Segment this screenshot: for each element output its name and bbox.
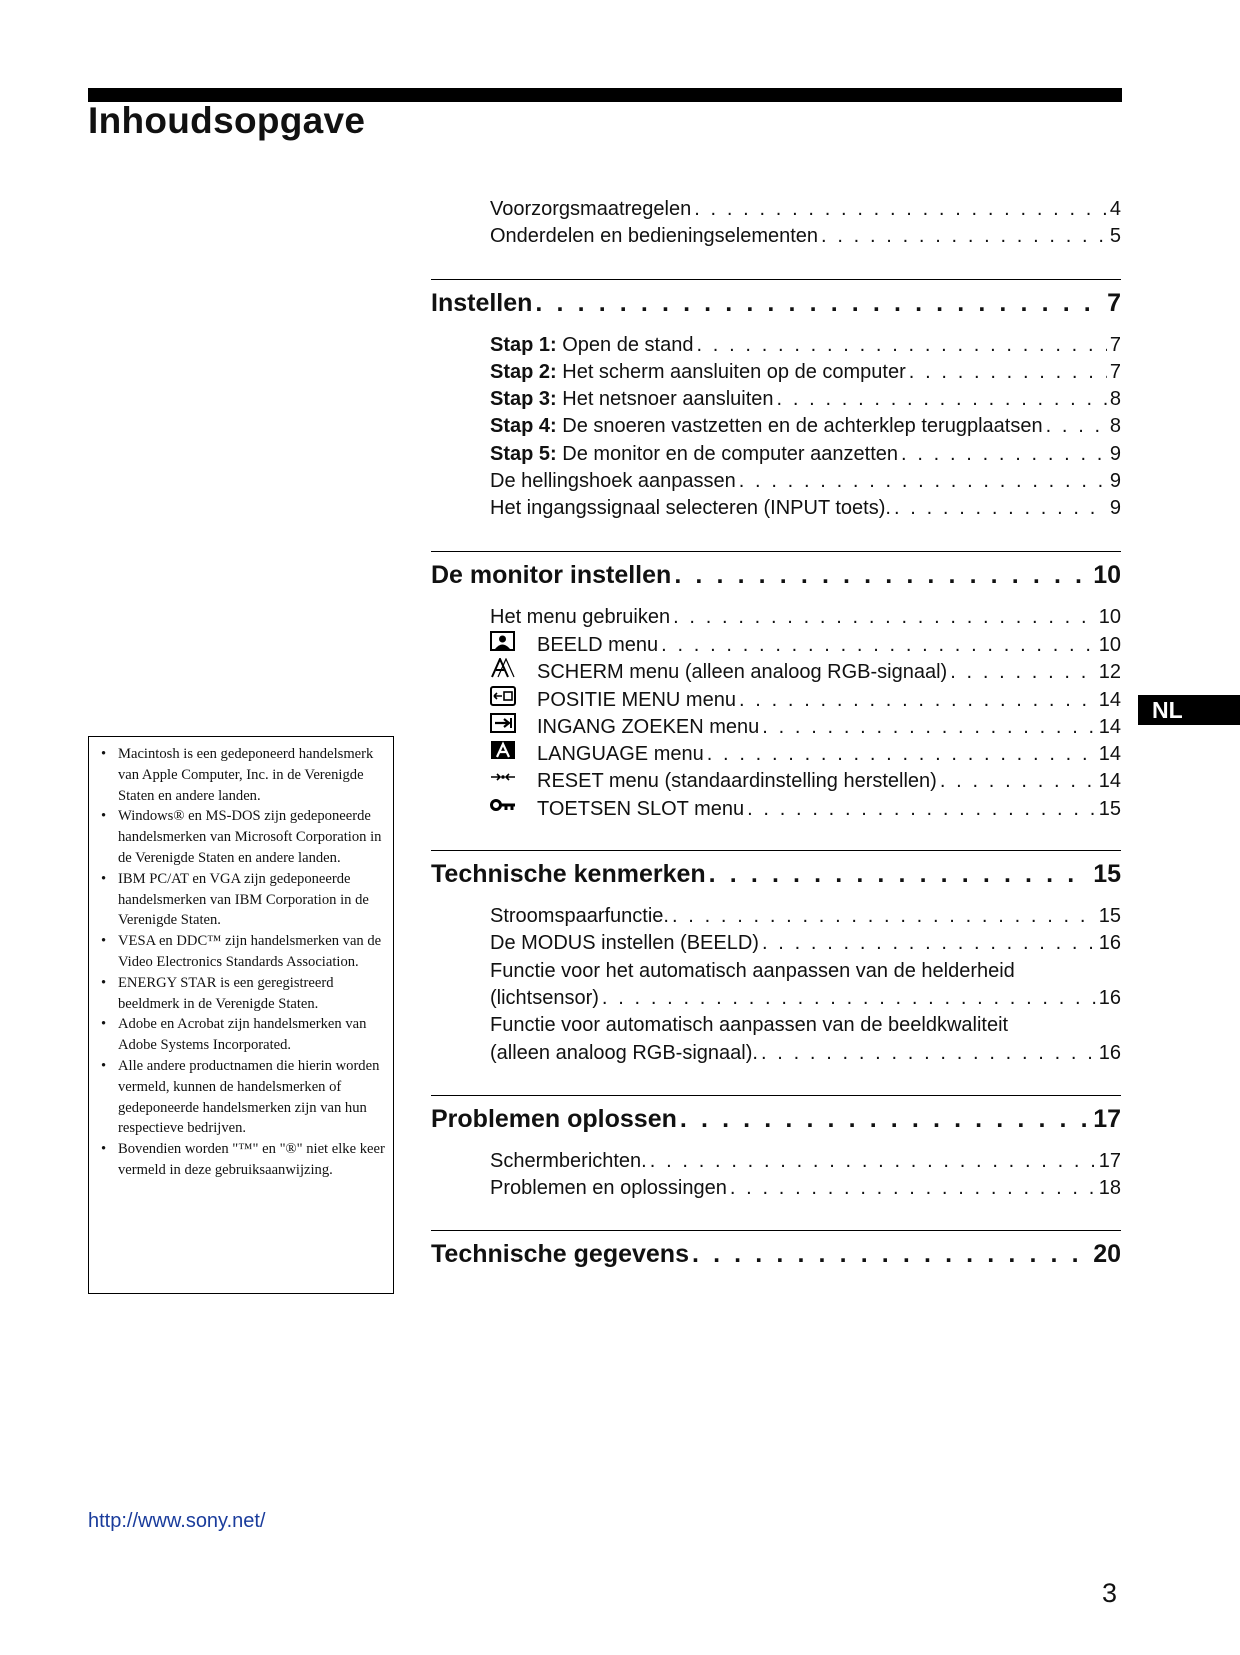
trademark-notice-box — [88, 736, 394, 1294]
toc-entry-beeld[interactable]: BEELD menu . . . 10 — [490, 631, 1121, 658]
page-number: 3 — [1102, 1578, 1118, 1608]
reset-icon — [490, 767, 516, 787]
toc-entry-stap-4[interactable]: Stap 4: De snoeren vastzetten en de achterklep terugplaatsen . . . 8 — [490, 413, 1121, 440]
position-menu-icon — [490, 686, 516, 706]
section-heading[interactable]: Technische kenmerken . . . 15 — [431, 855, 1121, 893]
language-menu-icon — [490, 740, 516, 760]
toc-entry-modus[interactable]: De MODUS instellen (BEELD) . . . 16 — [490, 930, 1121, 957]
toc-section-technische-gegevens — [431, 1230, 1121, 1273]
trademark-item: • Bovendien worden "™" en "®" niet elke keer vermeld in deze gebruiksaanwijzing. — [97, 1139, 385, 1181]
toc-entry-stroomspaar[interactable]: Stroomspaarfunctie. . . . 15 — [490, 903, 1121, 930]
trademark-item: • Macintosh is een gedeponeerd handelsmerk van Apple Computer, Inc. in de Verenigde Staten en andere landen. — [97, 744, 385, 806]
toc-entry-voorzorgsmaatregelen[interactable]: Voorzorgsmaatregelen . . . 4 — [490, 196, 1121, 223]
trademark-item: • IBM PC/AT en VGA zijn gedeponeerde handelsmerken van IBM Corporation in de Verenigde Staten. — [97, 869, 385, 931]
trademark-item: • Adobe en Acrobat zijn handelsmerken van Adobe Systems Incorporated. — [97, 1014, 385, 1056]
input-sensing-icon — [490, 713, 516, 733]
toc-entry-hellingshoek[interactable]: De hellingshoek aanpassen . . . 9 — [490, 468, 1121, 495]
table-of-contents — [431, 196, 1121, 1273]
trademark-item: • Windows® en MS-DOS zijn gedeponeerde handelsmerken van Microsoft Corporation in de Verenigde Staten en andere landen. — [97, 806, 385, 868]
trademark-item: • VESA en DDC™ zijn handelsmerken van de Video Electronics Standards Association. — [97, 931, 385, 973]
picture-menu-icon — [490, 631, 516, 651]
language-tab: NL — [1138, 695, 1240, 725]
toc-entry-language[interactable]: LANGUAGE menu . . . 14 — [490, 740, 1121, 767]
section-heading[interactable]: De monitor instellen . . . 10 — [431, 556, 1121, 594]
section-heading[interactable]: Technische gegevens . . . 20 — [431, 1235, 1121, 1273]
toc-entry-ingangssignaal[interactable]: Het ingangssignaal selecteren (INPUT toets). . . . 9 — [490, 495, 1121, 522]
toc-intro — [431, 196, 1121, 251]
toc-entry-toetsen-slot[interactable]: TOETSEN SLOT menu . . . 15 — [490, 795, 1121, 822]
toc-entry-menu-gebruiken[interactable]: Het menu gebruiken . . . 10 — [490, 604, 1121, 631]
toc-section-monitor-instellen — [431, 551, 1121, 822]
toc-entry-beeldkwaliteit[interactable]: (alleen analoog RGB-signaal). . . . 16 — [490, 1040, 1121, 1067]
section-heading[interactable]: Instellen . . . 7 — [431, 284, 1121, 322]
screen-menu-icon — [490, 658, 516, 678]
sony-website-link[interactable]: http://www.sony.net/ — [88, 1510, 266, 1532]
toc-entry-problemen-oplossingen[interactable]: Problemen en oplossingen . . . 18 — [490, 1175, 1121, 1202]
trademark-item: • ENERGY STAR is een geregistreerd beeldmerk in de Verenigde Staten. — [97, 973, 385, 1015]
toc-entry-positie[interactable]: POSITIE MENU menu . . . 14 — [490, 686, 1121, 713]
toc-entry-stap-1[interactable]: Stap 1: Open de stand . . . 7 — [490, 332, 1121, 359]
toc-entry-stap-2[interactable]: Stap 2: Het scherm aansluiten op de computer . . . 7 — [490, 359, 1121, 386]
toc-entry-stap-3[interactable]: Stap 3: Het netsnoer aansluiten . . . 8 — [490, 386, 1121, 413]
toc-entry-stap-5[interactable]: Stap 5: De monitor en de computer aanzetten . . . 9 — [490, 441, 1121, 468]
toc-entry-helderheid[interactable]: (lichtsensor) . . . 16 — [490, 985, 1121, 1012]
toc-section-problemen — [431, 1095, 1121, 1203]
toc-entry-helderheid-line1[interactable]: Functie voor het automatisch aanpassen van de helderheid — [490, 959, 1015, 982]
page-title: Inhoudsopgave — [88, 100, 366, 141]
toc-entry-beeldkwaliteit-line1[interactable]: Functie voor automatisch aanpassen van de beeldkwaliteit — [490, 1014, 1009, 1037]
toc-entry-scherm[interactable]: SCHERM menu (alleen analoog RGB-signaal) . . . 12 — [490, 658, 1121, 685]
section-heading[interactable]: Problemen oplossen . . . 17 — [431, 1100, 1121, 1138]
toc-section-technische-kenmerken — [431, 850, 1121, 1067]
toc-entry-onderdelen[interactable]: Onderdelen en bedieningselementen . . . 5 — [490, 223, 1121, 250]
toc-entry-schermberichten[interactable]: Schermberichten. . . . 17 — [490, 1148, 1121, 1175]
trademark-item: • Alle andere productnamen die hierin worden vermeld, kunnen de handelsmerken of gedeponeerde handelsmerken zijn van hun respectieve bedrijven. — [97, 1056, 385, 1139]
toc-entry-ingang-zoeken[interactable]: INGANG ZOEKEN menu . . . 14 — [490, 713, 1121, 740]
toc-section-instellen — [431, 279, 1121, 523]
toc-entry-reset[interactable]: RESET menu (standaardinstelling herstellen) . . . 14 — [490, 767, 1121, 794]
key-icon — [490, 795, 516, 815]
